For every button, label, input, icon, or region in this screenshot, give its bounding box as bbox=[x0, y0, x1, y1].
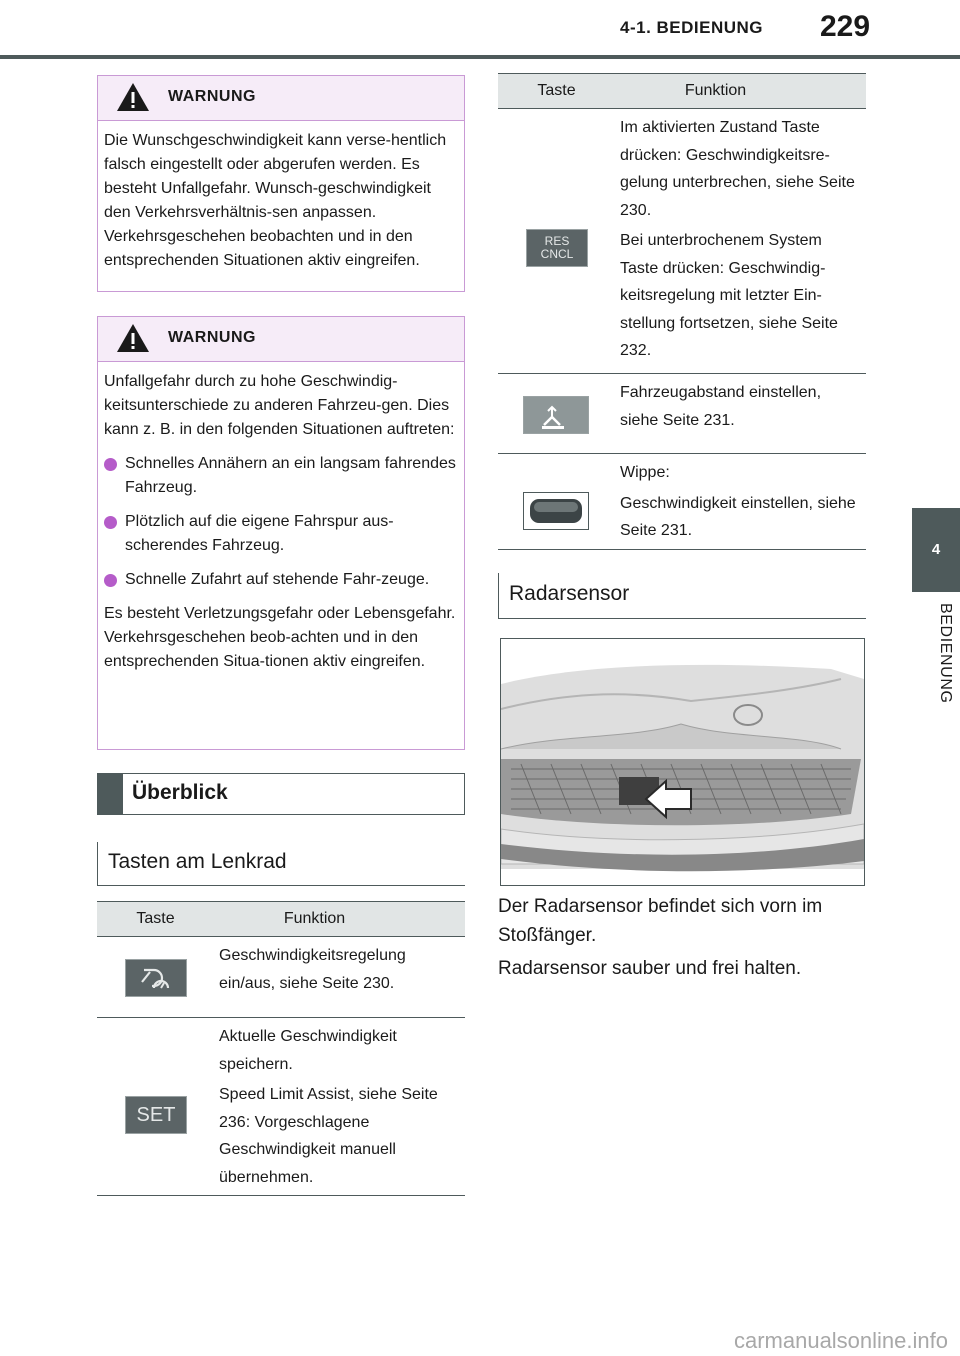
table-row bbox=[498, 109, 866, 374]
warning-header bbox=[98, 76, 464, 121]
table-row bbox=[498, 374, 866, 454]
set-button-icon: SET bbox=[125, 1096, 187, 1134]
radar-sensor-illustration bbox=[500, 638, 865, 886]
radar-location-text: Der Radarsensor befindet sich vorn im Stoßfänger. bbox=[498, 896, 823, 946]
radar-heading: Radarsensor bbox=[498, 573, 866, 619]
radar-care-text: Radarsensor sauber und frei halten. bbox=[498, 958, 802, 979]
warning-header bbox=[98, 317, 464, 362]
page-number: 229 bbox=[820, 10, 871, 43]
list-item: Schnelle Zufahrt auf stehende Fahr-zeuge. bbox=[104, 568, 459, 592]
column-header-function: Funktion bbox=[283, 910, 346, 927]
warning-text: Die Wunschgeschwindigkeit kann verse-hentlich falsch eingestellt oder abgerufen werden. Es besteht Unfallgefahr. Wunsch-geschwindigkeit den Verkehrsverhältnis-sen anpassen. Verkehrsgeschehen beobachten und in den entsprechenden Situationen aktiv eingreifen. bbox=[104, 132, 447, 269]
warning-triangle-icon bbox=[116, 82, 150, 112]
key-cell bbox=[498, 109, 615, 373]
cruise-control-icon bbox=[125, 959, 187, 997]
section-title: 4-1. BEDIENUNG bbox=[620, 18, 764, 37]
table-header bbox=[498, 73, 866, 109]
column-header-function: Funktion bbox=[684, 82, 747, 99]
warning-body bbox=[98, 362, 464, 682]
radar-description bbox=[498, 892, 868, 983]
function-cell: Fahrzeugabstand einstellen, siehe Seite 231. bbox=[620, 384, 822, 429]
bullet-dot-icon bbox=[104, 516, 117, 529]
table-header bbox=[97, 901, 465, 937]
key-cell bbox=[498, 374, 615, 453]
function-cell: Geschwindigkeitsregelung ein/aus, siehe Seite 230. bbox=[219, 947, 406, 992]
function-cell: Im aktivierten Zustand Taste drücken: Geschwindigkeitsre-gelung unterbrechen, siehe Seite 230. Bei unterbrochenem System Taste drücken: Geschwindig-keitsregelung mit letzter Ein-stellung fortsetzen, siehe Seite 232. bbox=[620, 119, 855, 359]
key-cell bbox=[97, 937, 214, 1017]
res-cncl-button-icon: RES CNCL bbox=[526, 229, 588, 267]
function-cell: Wippe: Geschwindigkeit einstellen, siehe Seite 231. bbox=[620, 464, 856, 539]
table-row bbox=[97, 1018, 465, 1196]
heading-bar bbox=[97, 773, 123, 815]
overview-heading bbox=[97, 773, 465, 815]
distance-icon bbox=[523, 396, 589, 434]
bullet-dot-icon bbox=[104, 458, 117, 471]
table-row bbox=[498, 454, 866, 550]
bullet-dot-icon bbox=[104, 574, 117, 587]
column-header-key: Taste bbox=[537, 82, 576, 99]
table-row bbox=[97, 937, 465, 1018]
chapter-tab bbox=[912, 508, 960, 592]
column-header-key: Taste bbox=[136, 910, 175, 927]
warning-outro: Es besteht Verletzungsgefahr oder Lebensgefahr. Verkehrsgeschehen beob-achten und in den entsprechenden Situa-tionen aktiv eingreifen. bbox=[104, 605, 456, 670]
list-item: Plötzlich auf die eigene Fahrspur aus-scherendes Fahrzeug. bbox=[104, 510, 459, 558]
warning-box-1 bbox=[97, 75, 465, 292]
steering-buttons-table-continued bbox=[498, 73, 866, 550]
key-cell bbox=[97, 1018, 214, 1195]
function-cell: Aktuelle Geschwindigkeit speichern. Speed Limit Assist, siehe Seite 236: Vorgeschlagene Geschwindigkeit manuell übernehmen. bbox=[219, 1028, 438, 1186]
warning-box-2 bbox=[97, 316, 465, 750]
chapter-label: BEDIENUNG bbox=[937, 603, 954, 704]
steering-buttons-table bbox=[97, 901, 465, 1196]
warning-body bbox=[98, 121, 464, 281]
warning-title: WARNUNG bbox=[168, 88, 256, 105]
header-rule bbox=[0, 55, 960, 59]
warning-title: WARNUNG bbox=[168, 329, 256, 346]
overview-title: Überblick bbox=[132, 781, 228, 804]
rocker-switch-icon bbox=[523, 492, 589, 530]
warning-intro: Unfallgefahr durch zu hohe Geschwindig-keitsunterschiede zu anderen Fahrzeu-gen. Dies kann z. B. in den folgenden Situationen auftreten: bbox=[104, 373, 455, 438]
key-cell bbox=[498, 454, 615, 549]
chapter-number: 4 bbox=[931, 541, 941, 558]
list-item: Schnelles Annähern an ein langsam fahrendes Fahrzeug. bbox=[104, 452, 459, 500]
warning-triangle-icon bbox=[116, 323, 150, 353]
steering-buttons-heading: Tasten am Lenkrad bbox=[97, 842, 465, 886]
watermark: carmanualsonline.info bbox=[733, 1328, 948, 1353]
